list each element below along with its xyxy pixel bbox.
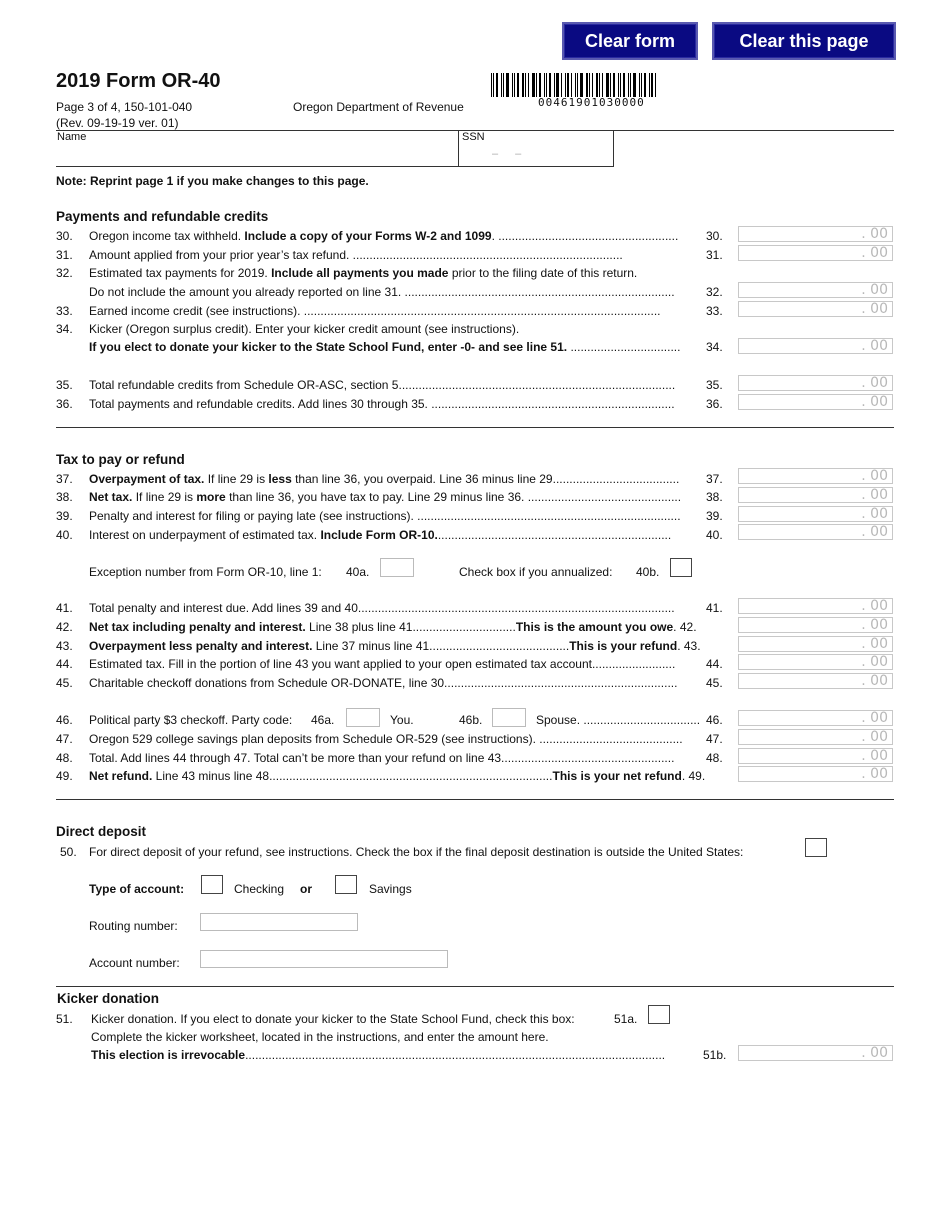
line-46b-input[interactable]	[492, 708, 526, 727]
line-40b-checkbox[interactable]	[670, 558, 692, 577]
line-39-number: 39.	[56, 509, 73, 523]
line-41-text: Total penalty and interest due. Add lines 39 and 40...............................................................................................	[89, 601, 675, 615]
line-44-text: Estimated tax. Fill in the portion of line 43 you want applied to your open estimated tax account.........................	[89, 657, 676, 671]
line-44-amount[interactable]: . 00	[738, 654, 893, 670]
line-40a-text: Exception number from Form OR-10, line 1:	[89, 565, 322, 579]
line-40-ref: 40.	[706, 528, 723, 542]
barcode-bar	[491, 73, 492, 97]
barcode-bar	[556, 73, 559, 97]
barcode-bar	[493, 73, 494, 97]
reprint-note: Note: Reprint page 1 if you make changes to this page.	[56, 174, 369, 188]
line-34-ref: 34.	[706, 340, 723, 354]
barcode-bar	[639, 73, 640, 97]
line-44-ref: 44.	[706, 657, 723, 671]
barcode-bar	[633, 73, 636, 97]
barcode-bar	[517, 73, 519, 97]
ssn-label: SSN	[462, 131, 485, 143]
section-divider-3	[56, 986, 894, 987]
line-45-number: 45.	[56, 676, 73, 690]
line-36-ref: 36.	[706, 397, 723, 411]
line-41-amount[interactable]: . 00	[738, 598, 893, 614]
line-47-amount[interactable]: . 00	[738, 729, 893, 745]
line-34-amount[interactable]: . 00	[738, 338, 893, 354]
line-40a-label: 40a.	[346, 565, 370, 579]
line-50-text: For direct deposit of your refund, see instructions. Check the box if the final deposit destination is outside the United States:	[89, 845, 744, 859]
barcode-bar	[528, 73, 529, 97]
line-32-amount[interactable]: . 00	[738, 282, 893, 298]
line-51-text-2: Complete the kicker worksheet, located in the instructions, and enter the amount here.	[91, 1030, 549, 1044]
line-38-text: Net tax. If line 29 is more than line 36, you have tax to pay. Line 29 minus line 36. ..............................................	[89, 490, 682, 504]
line-36-text: Total payments and refundable credits. Add lines 30 through 35. .........................................................................	[89, 397, 675, 411]
barcode-bar	[613, 73, 615, 97]
barcode-bar	[539, 73, 541, 97]
tax-section-title: Tax to pay or refund	[56, 452, 185, 467]
line-46b-label: 46b.	[459, 713, 483, 727]
line-36-amount[interactable]: . 00	[738, 394, 893, 410]
line-47-number: 47.	[56, 732, 73, 746]
line-48-ref: 48.	[706, 751, 723, 765]
checking-label: Checking	[234, 882, 285, 896]
department-name: Oregon Department of Revenue	[293, 100, 464, 114]
barcode-bar	[651, 73, 653, 97]
line-38-amount[interactable]: . 00	[738, 487, 893, 503]
savings-checkbox[interactable]	[335, 875, 357, 894]
line-33-ref: 33.	[706, 304, 723, 318]
line-32-text: Estimated tax payments for 2019. Include all payments you made prior to the filing date of this return.	[89, 266, 638, 280]
line-50-foreign-checkbox[interactable]	[805, 838, 827, 857]
line-35-amount[interactable]: . 00	[738, 375, 893, 391]
barcode-bar	[606, 73, 609, 97]
section-divider-2	[56, 799, 894, 800]
line-37-ref: 37.	[706, 472, 723, 486]
barcode-bar	[592, 73, 593, 97]
line-40-amount[interactable]: . 00	[738, 524, 893, 540]
barcode-bar	[649, 73, 650, 97]
line-46-amount[interactable]: . 00	[738, 710, 893, 726]
barcode-bar	[610, 73, 611, 97]
barcode-bar	[618, 73, 619, 97]
line-35-number: 35.	[56, 378, 73, 392]
ssn-field[interactable]: – –	[492, 148, 522, 160]
clear-form-button[interactable]: Clear form	[562, 22, 698, 60]
line-31-ref: 31.	[706, 248, 723, 262]
line-34-text-2: If you elect to donate your kicker to the State School Fund, enter -0- and see line 51. .................................	[89, 340, 681, 354]
line-46-number: 46.	[56, 713, 73, 727]
name-ssn-divider	[458, 130, 459, 167]
ssn-right-border	[613, 130, 614, 167]
line-38-ref: 38.	[706, 490, 723, 504]
line-43-amount[interactable]: . 00	[738, 636, 893, 652]
line-31-text: Amount applied from your prior year’s tax refund. .................................................................................	[89, 248, 623, 262]
name-label: Name	[57, 131, 87, 143]
line-33-amount[interactable]: . 00	[738, 301, 893, 317]
savings-label: Savings	[369, 882, 412, 896]
direct-deposit-section-title: Direct deposit	[56, 824, 147, 839]
barcode-bar	[623, 73, 625, 97]
line-49-amount[interactable]: . 00	[738, 766, 893, 782]
line-31-amount[interactable]: . 00	[738, 245, 893, 261]
barcode-bar	[586, 73, 588, 97]
barcode-bar	[565, 73, 566, 97]
account-number-input[interactable]	[200, 950, 448, 968]
barcode-bar	[561, 73, 562, 97]
barcode-bar	[554, 73, 555, 97]
line-38-number: 38.	[56, 490, 73, 504]
line-39-amount[interactable]: . 00	[738, 506, 893, 522]
barcode-bar	[599, 73, 600, 97]
barcode-bar	[546, 73, 547, 97]
barcode-bar	[501, 73, 502, 97]
barcode-bar	[628, 73, 629, 97]
checking-checkbox[interactable]	[201, 875, 223, 894]
line-42-text: Net tax including penalty and interest. Line 38 plus line 41...............................This is the amount you owe. 42.	[89, 620, 697, 634]
barcode-bar	[575, 73, 576, 97]
barcode-bar	[655, 73, 656, 97]
clear-page-button[interactable]: Clear this page	[712, 22, 896, 60]
line-30-text: Oregon income tax withheld. Include a copy of your Forms W-2 and 1099. ......................................................	[89, 229, 679, 243]
line-40-number: 40.	[56, 528, 73, 542]
line-45-amount[interactable]: . 00	[738, 673, 893, 689]
line-42-amount[interactable]: . 00	[738, 617, 893, 633]
barcode-bar	[536, 73, 537, 97]
line-49-number: 49.	[56, 769, 73, 783]
revision-info: (Rev. 09-19-19 ver. 01)	[56, 116, 179, 130]
barcode-bar	[544, 73, 545, 97]
line-32-ref: 32.	[706, 285, 723, 299]
line-33-text: Earned income credit (see instructions). ...........................................................................................................	[89, 304, 661, 318]
barcode-bar	[522, 73, 524, 97]
line-51-text: Kicker donation. If you elect to donate your kicker to the State School Fund, check this box:	[91, 1012, 575, 1026]
name-underline	[56, 166, 614, 167]
barcode-bar	[496, 73, 498, 97]
line-48-text: Total. Add lines 44 through 47. Total can’t be more than your refund on line 43....................................................	[89, 751, 675, 765]
barcode-bar	[567, 73, 569, 97]
barcode-bar	[596, 73, 598, 97]
line-40b-text: Check box if you annualized:	[459, 565, 613, 579]
account-type-label: Type of account:	[89, 882, 185, 896]
form-title: 2019 Form OR-40	[56, 70, 221, 92]
barcode-bar	[602, 73, 603, 97]
line-46a-label: 46a.	[311, 713, 335, 727]
barcode-bar	[506, 73, 509, 97]
barcode-bar	[580, 73, 583, 97]
line-50-number: 50.	[60, 845, 77, 859]
line-32-text-2: Do not include the amount you already reported on line 31. .................................................................................	[89, 285, 675, 299]
line-40a-input[interactable]	[380, 558, 414, 577]
barcode-bar	[620, 73, 621, 97]
barcode-bar	[512, 73, 513, 97]
barcode	[491, 73, 703, 97]
line-35-ref: 35.	[706, 378, 723, 392]
line-51a-label: 51a.	[614, 1012, 638, 1026]
account-number-label: Account number:	[89, 956, 180, 970]
line-42-number: 42.	[56, 620, 73, 634]
line-41-number: 41.	[56, 601, 73, 615]
line-46-spouse: Spouse. ...................................	[536, 713, 701, 727]
line-51a-checkbox[interactable]	[648, 1005, 670, 1024]
barcode-bar	[514, 73, 515, 97]
barcode-bar	[577, 73, 578, 97]
barcode-bar	[525, 73, 526, 97]
line-51b-amount[interactable]: . 00	[738, 1045, 893, 1061]
line-39-text: Penalty and interest for filing or paying late (see instructions). ...............................................................................	[89, 509, 681, 523]
line-40b-label: 40b.	[636, 565, 660, 579]
line-30-amount[interactable]: . 00	[738, 226, 893, 242]
barcode-bar	[503, 73, 504, 97]
line-37-number: 37.	[56, 472, 73, 486]
line-33-number: 33.	[56, 304, 73, 318]
barcode-bar	[571, 73, 572, 97]
barcode-bar	[641, 73, 642, 97]
line-31-number: 31.	[56, 248, 73, 262]
line-39-ref: 39.	[706, 509, 723, 523]
line-46a-input[interactable]	[346, 708, 380, 727]
kicker-section-title: Kicker donation	[57, 991, 160, 1006]
line-32-number: 32.	[56, 266, 73, 280]
line-48-amount[interactable]: . 00	[738, 748, 893, 764]
line-47-text: Oregon 529 college savings plan deposits from Schedule OR-529 (see instructions). ...........................................	[89, 732, 683, 746]
routing-number-label: Routing number:	[89, 919, 178, 933]
line-36-number: 36.	[56, 397, 73, 411]
line-45-ref: 45.	[706, 676, 723, 690]
line-45-text: Charitable checkoff donations from Schedule OR-DONATE, line 30......................................................................	[89, 676, 678, 690]
line-30-number: 30.	[56, 229, 73, 243]
line-41-ref: 41.	[706, 601, 723, 615]
payments-section-title: Payments and refundable credits	[56, 209, 269, 224]
barcode-bar	[532, 73, 535, 97]
line-34-number: 34.	[56, 322, 73, 336]
routing-number-input[interactable]	[200, 913, 358, 931]
barcode-bar	[630, 73, 631, 97]
barcode-number: 00461901030000	[538, 96, 645, 109]
line-51-text-3: This election is irrevocable..............................................................................................................................	[91, 1048, 666, 1062]
line-48-number: 48.	[56, 751, 73, 765]
line-46-ref: 46.	[706, 713, 723, 727]
line-43-text: Overpayment less penalty and interest. Line 37 minus line 41..........................................This is your refund. 43.	[89, 639, 701, 653]
line-51-number: 51.	[56, 1012, 73, 1026]
section-divider-1	[56, 427, 894, 428]
line-49-text: Net refund. Line 43 minus line 48.....................................................................................This is your net refund. 49.	[89, 769, 706, 783]
line-46-you: You.	[390, 713, 414, 727]
page-info: Page 3 of 4, 150-101-040	[56, 100, 193, 114]
line-30-ref: 30.	[706, 229, 723, 243]
line-37-text: Overpayment of tax. If line 29 is less than line 36, you overpaid. Line 36 minus line 29......................................	[89, 472, 680, 486]
line-35-text: Total refundable credits from Schedule OR-ASC, section 5...................................................................................	[89, 378, 676, 392]
barcode-bar	[644, 73, 646, 97]
barcode-bar	[549, 73, 551, 97]
line-46-text: Political party $3 checkoff. Party code:	[89, 713, 293, 727]
line-51b-ref: 51b.	[703, 1048, 727, 1062]
line-47-ref: 47.	[706, 732, 723, 746]
line-40-text: Interest on underpayment of estimated tax. Include Form OR-10.......................................................................	[89, 528, 672, 542]
line-43-number: 43.	[56, 639, 73, 653]
line-44-number: 44.	[56, 657, 73, 671]
line-37-amount[interactable]: . 00	[738, 468, 893, 484]
barcode-bar	[589, 73, 590, 97]
or-label: or	[300, 882, 312, 896]
line-34-text: Kicker (Oregon surplus credit). Enter your kicker credit amount (see instructions).	[89, 322, 520, 336]
